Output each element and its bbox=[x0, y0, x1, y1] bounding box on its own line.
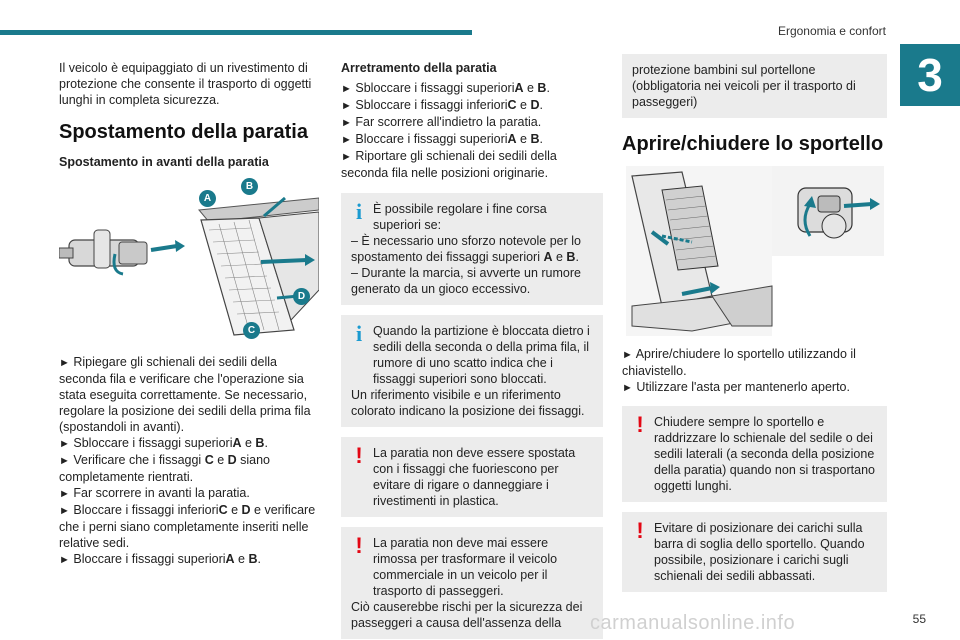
triangle-bullet-icon: ► bbox=[59, 357, 70, 369]
step-text bbox=[341, 114, 603, 131]
step-body: . bbox=[264, 436, 268, 450]
triangle-bullet-icon: ► bbox=[59, 505, 70, 517]
step-text bbox=[341, 148, 603, 181]
letter-a: A bbox=[507, 132, 517, 146]
step-body: e verificare che i perni siano completamente inseriti nelle relative sedi. bbox=[59, 503, 316, 550]
step-body: e bbox=[241, 436, 256, 450]
letter-c: C bbox=[218, 503, 228, 517]
letter-a: A bbox=[543, 250, 553, 264]
letter-d: D bbox=[530, 98, 540, 112]
section-title: Ergonomia e confort bbox=[777, 24, 886, 38]
info-icon: i bbox=[355, 199, 363, 224]
step-text bbox=[341, 80, 603, 97]
info-icon: i bbox=[355, 321, 363, 346]
warning-icon: ! bbox=[355, 533, 363, 558]
step-text bbox=[59, 485, 319, 502]
info-text: Quando la partizione è bloccata dietro i sedili della seconda o della prima fila, il rumore di uno scatto indica che i fissaggi superiori sono bloccati. bbox=[373, 324, 590, 386]
triangle-bullet-icon: ► bbox=[622, 382, 633, 394]
section-heading: Spostamento della paratia bbox=[59, 121, 308, 143]
hatch-diagram bbox=[622, 166, 884, 336]
triangle-bullet-icon: ► bbox=[59, 488, 70, 500]
triangle-bullet-icon: ► bbox=[341, 100, 352, 112]
step-body: Far scorrere in avanti la paratia. bbox=[73, 486, 250, 500]
letter-b: B bbox=[255, 436, 265, 450]
section-heading: Aprire/chiudere lo sportello bbox=[622, 133, 884, 155]
header-accent-bar bbox=[0, 30, 472, 35]
warning-box bbox=[622, 512, 887, 592]
warning-box bbox=[341, 437, 603, 517]
column-2 bbox=[341, 60, 603, 639]
callout-d: D bbox=[293, 288, 310, 305]
intro-text: Il veicolo è equipaggiato di un rivestimento di protezione che consente il trasporto di oggetti lunghi in completa sicurezza. bbox=[59, 61, 312, 107]
triangle-bullet-icon: ► bbox=[341, 83, 352, 95]
subsection-heading: Spostamento in avanti della paratia bbox=[59, 155, 269, 169]
warning-box-continued bbox=[622, 54, 887, 118]
warning-text: protezione bambini sul portellone (obbligatoria nei veicoli per il trasporto di passeggeri) bbox=[632, 63, 856, 109]
info-text: Un riferimento visibile e un riferimento colorato indicano la posizione dei fissaggi. bbox=[351, 388, 585, 418]
step-body: siano completamente rientrati. bbox=[59, 453, 271, 484]
triangle-bullet-icon: ► bbox=[341, 151, 352, 163]
step-body: Sbloccare i fissaggi superiori bbox=[73, 436, 233, 450]
step-text bbox=[59, 551, 319, 568]
step-text bbox=[59, 435, 319, 452]
column-3 bbox=[622, 60, 887, 592]
step-text bbox=[341, 97, 603, 114]
column-1 bbox=[59, 60, 319, 568]
page-number: 55 bbox=[912, 612, 926, 626]
warning-icon: ! bbox=[636, 412, 644, 437]
step-body: Verificare che i fissaggi bbox=[73, 453, 205, 467]
step-body: e bbox=[213, 453, 228, 467]
step-body: . bbox=[539, 132, 543, 146]
letter-d: D bbox=[241, 503, 251, 517]
triangle-bullet-icon: ► bbox=[341, 134, 352, 146]
step-text bbox=[59, 502, 319, 551]
partition-diagram bbox=[59, 180, 319, 340]
triangle-bullet-icon: ► bbox=[59, 554, 70, 566]
warning-text: La paratia non deve mai essere rimossa per trasformare il veicolo commerciale in un veicolo per il trasporto di passeggeri. bbox=[373, 536, 558, 598]
step-body: e bbox=[516, 98, 531, 112]
step-body: . bbox=[257, 552, 261, 566]
step-body: Bloccare i fissaggi inferiori bbox=[73, 503, 219, 517]
letter-c: C bbox=[507, 98, 517, 112]
subsection-heading: Arretramento della paratia bbox=[341, 61, 497, 75]
step-body: . bbox=[546, 81, 550, 95]
watermark: carmanualsonline.info bbox=[590, 612, 796, 634]
step-body: . bbox=[539, 98, 543, 112]
step-text bbox=[59, 354, 319, 435]
info-text bbox=[351, 233, 593, 265]
warning-icon: ! bbox=[355, 443, 363, 468]
warning-box bbox=[622, 406, 887, 502]
info-box bbox=[341, 315, 603, 427]
letter-a: A bbox=[514, 81, 524, 95]
warning-text: La paratia non deve essere spostata con i fissaggi che fuoriescono per evitare di rigare o danneggiare i rivestimenti in plastica. bbox=[373, 446, 576, 508]
info-body: e bbox=[552, 250, 567, 264]
step-body: Sbloccare i fissaggi inferiori bbox=[355, 98, 508, 112]
step-body: Sbloccare i fissaggi superiori bbox=[355, 81, 515, 95]
info-text: – Durante la marcia, si avverte un rumore generato da un gioco eccessivo. bbox=[351, 266, 581, 296]
step-text bbox=[59, 452, 319, 485]
step-body: e bbox=[234, 552, 249, 566]
seat-hatch-drawing bbox=[626, 166, 772, 336]
info-text: È possibile regolare i fine corsa superiori se: bbox=[373, 202, 547, 232]
triangle-bullet-icon: ► bbox=[622, 349, 633, 361]
callout-c: C bbox=[243, 322, 260, 339]
info-box bbox=[341, 193, 603, 305]
latch-drawing bbox=[59, 230, 185, 274]
triangle-bullet-icon: ► bbox=[59, 455, 70, 467]
step-body: Far scorrere all'indietro la paratia. bbox=[355, 115, 542, 129]
letter-b: B bbox=[537, 81, 547, 95]
warning-text: Chiudere sempre lo sportello e raddrizzare lo schienale del sedile o dei sedili laterali (a seconda della posizione della paratia) quando non si trasportano oggetti lunghi. bbox=[654, 415, 875, 493]
step-text bbox=[622, 379, 887, 396]
step-body: e bbox=[516, 132, 531, 146]
partition-illustration bbox=[59, 180, 319, 340]
step-body: e bbox=[523, 81, 538, 95]
callout-a: A bbox=[199, 190, 216, 207]
latch-detail-drawing bbox=[772, 166, 884, 256]
letter-d: D bbox=[227, 453, 237, 467]
warning-box bbox=[341, 527, 603, 639]
step-body: Bloccare i fissaggi superiori bbox=[355, 132, 508, 146]
step-body: Aprire/chiudere lo sportello utilizzando il chiavistello. bbox=[622, 347, 856, 378]
triangle-bullet-icon: ► bbox=[341, 117, 352, 129]
hatch-illustration bbox=[622, 166, 884, 336]
step-text bbox=[622, 346, 887, 379]
step-body: Utilizzare l'asta per mantenerlo aperto. bbox=[636, 380, 850, 394]
chapter-badge: 3 bbox=[900, 44, 960, 106]
letter-b: B bbox=[530, 132, 540, 146]
step-body: Riportare gli schienali dei sedili della seconda fila nelle posizioni originarie. bbox=[341, 149, 557, 180]
warning-icon: ! bbox=[636, 518, 644, 543]
info-body: . bbox=[575, 250, 579, 264]
info-body: – È necessario uno sforzo notevole per lo spostamento dei fissaggi superiori bbox=[351, 234, 581, 264]
triangle-bullet-icon: ► bbox=[59, 438, 70, 450]
step-body: e bbox=[227, 503, 242, 517]
callout-b: B bbox=[241, 178, 258, 195]
letter-b: B bbox=[248, 552, 258, 566]
warning-text: Ciò causerebbe rischi per la sicurezza dei passeggeri a causa dell'assenza della bbox=[351, 600, 583, 630]
letter-a: A bbox=[225, 552, 235, 566]
letter-c: C bbox=[204, 453, 214, 467]
partition-grille-drawing bbox=[199, 198, 319, 335]
step-text bbox=[341, 131, 603, 148]
letter-b: B bbox=[566, 250, 576, 264]
letter-a: A bbox=[232, 436, 242, 450]
step-body: Ripiegare gli schienali dei sedili della seconda fila e verificare che l'operazione sia stata eseguita correttamente. Se necessario, regolare la posizione dei sedili della prima fila (spostandoli in avanti). bbox=[59, 355, 311, 434]
step-body: Bloccare i fissaggi superiori bbox=[73, 552, 226, 566]
warning-text: Evitare di posizionare dei carichi sulla barra di soglia dello sportello. Quando possibile, posizionare i carichi sugli schienali dei sedili abbassati. bbox=[654, 521, 865, 583]
